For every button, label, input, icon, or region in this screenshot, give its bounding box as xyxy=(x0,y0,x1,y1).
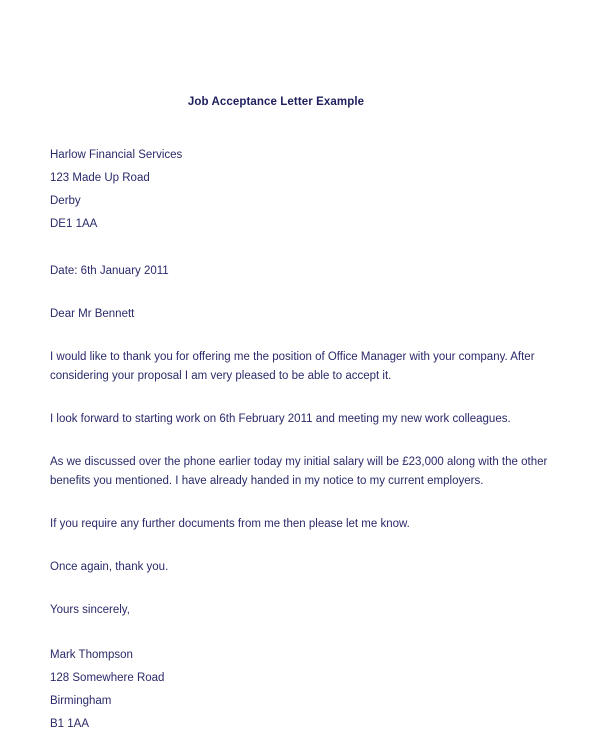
letter-paragraph: Once again, thank you. xyxy=(50,561,169,573)
salutation: Dear Mr Bennett xyxy=(50,308,135,320)
date-line: Date: 6th January 2011 xyxy=(50,265,169,277)
signature-block xyxy=(50,644,560,736)
letter-paragraph: If you require any further documents from me then please let me know. xyxy=(50,518,410,530)
address-line: Derby xyxy=(50,195,81,207)
letter-paragraph: I would like to thank you for offering me the position of Office Manager with your company. After considering your proposal I am very pleased to be able to accept it. xyxy=(50,351,535,382)
address-line: DE1 1AA xyxy=(50,218,98,230)
signature-line: Birmingham xyxy=(50,695,112,707)
closing: Yours sincerely, xyxy=(50,604,130,616)
signature-line: 128 Somewhere Road xyxy=(50,672,165,684)
letter-body xyxy=(50,96,560,736)
address-line: 123 Made Up Road xyxy=(50,172,150,184)
signature-line: B1 1AA xyxy=(50,718,89,730)
letter-paragraph: I look forward to starting work on 6th February 2011 and meeting my new work colleagues. xyxy=(50,413,511,425)
page-title: Job Acceptance Letter Example xyxy=(187,96,365,108)
address-line: Harlow Financial Services xyxy=(50,149,183,161)
sender-address-block xyxy=(50,144,560,236)
signature-line: Mark Thompson xyxy=(50,649,133,661)
letter-paragraph: As we discussed over the phone earlier today my initial salary will be £23,000 along with the other benefits you mentioned. I have already handed in my notice to my current employers. xyxy=(50,456,548,487)
